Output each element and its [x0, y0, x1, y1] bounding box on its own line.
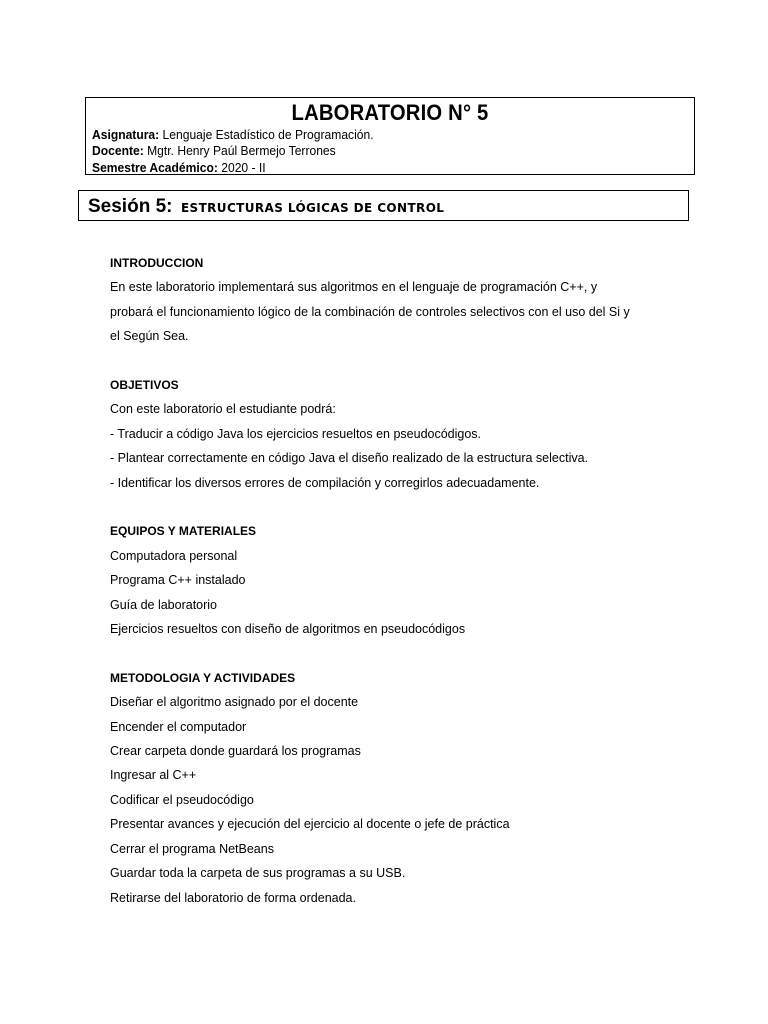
- objetivos-item: - Plantear correctamente en código Java el diseño realizado de la estructura selectiva.: [110, 451, 589, 466]
- asignatura-label: Asignatura:: [92, 127, 160, 142]
- equipos-item: Programa C++ instalado: [110, 573, 246, 588]
- session-title: ESTRUCTURAS LÓGICAS DE CONTROL: [180, 201, 445, 215]
- metodologia-item: Cerrar el programa NetBeans: [110, 841, 274, 856]
- session-label: Sesión 5:: [88, 196, 173, 217]
- objetivos-item: Con este laboratorio el estudiante podrá:: [110, 402, 336, 417]
- section-spacer: [110, 495, 660, 519]
- metodologia-item: Crear carpeta donde guardará los programas: [110, 744, 361, 759]
- docente-value: Mgtr. Henry Paúl Bermejo Terrones: [147, 143, 336, 158]
- intro-line-2: probará el funcionamiento lógico de la combinación de controles selectivos con el uso del Si y: [110, 304, 630, 319]
- objetivos-heading: OBJETIVOS: [110, 378, 179, 393]
- intro-heading: INTRODUCCION: [110, 256, 204, 270]
- section-spacer: [110, 349, 660, 373]
- metodologia-item: Encender el computador: [110, 719, 247, 734]
- semestre-value: 2020 - II: [221, 160, 266, 175]
- metodologia-heading: METODOLOGIA Y ACTIVIDADES: [110, 670, 296, 685]
- equipos-item: Guía de laboratorio: [110, 597, 218, 612]
- document-body: [110, 251, 660, 910]
- metodologia-item: Guardar toda la carpeta de sus programas a su USB.: [110, 866, 406, 881]
- docente-line: [92, 143, 336, 158]
- metodologia-item: Presentar avances y ejecución del ejercicio al docente o jefe de práctica: [110, 817, 510, 832]
- objetivos-item: - Traducir a código Java los ejercicios resueltos en pseudocódigos.: [110, 426, 482, 441]
- equipos-item: Ejercicios resueltos con diseño de algoritmos en pseudocódigos: [110, 622, 466, 637]
- metodologia-item: Diseñar el algoritmo asignado por el docente: [110, 695, 359, 710]
- semestre-label: Semestre Académico:: [92, 160, 218, 175]
- equipos-heading: EQUIPOS Y MATERIALES: [110, 524, 257, 539]
- session-box: [78, 190, 689, 221]
- equipos-item: Computadora personal: [110, 548, 238, 563]
- session-heading: [88, 196, 444, 218]
- lab-header-box: [85, 97, 695, 175]
- metodologia-item: Codificar el pseudocódigo: [110, 792, 254, 807]
- intro-line-1: En este laboratorio implementará sus algoritmos en el lenguaje de programación C++, y: [110, 280, 598, 295]
- objetivos-item: - Identificar los diversos errores de compilación y corregirlos adecuadamente.: [110, 475, 540, 490]
- asignatura-value: Lenguaje Estadístico de Programación.: [162, 127, 374, 142]
- docente-label: Docente:: [92, 143, 144, 158]
- lab-title: LABORATORIO N° 5: [291, 100, 489, 125]
- intro-line-3: el Según Sea.: [110, 329, 189, 344]
- asignatura-line: [92, 127, 374, 142]
- metodologia-item: Retirarse del laboratorio de forma ordenada.: [110, 890, 356, 905]
- metodologia-item: Ingresar al C++: [110, 768, 197, 783]
- semestre-line: [92, 160, 266, 175]
- section-spacer: [110, 641, 660, 665]
